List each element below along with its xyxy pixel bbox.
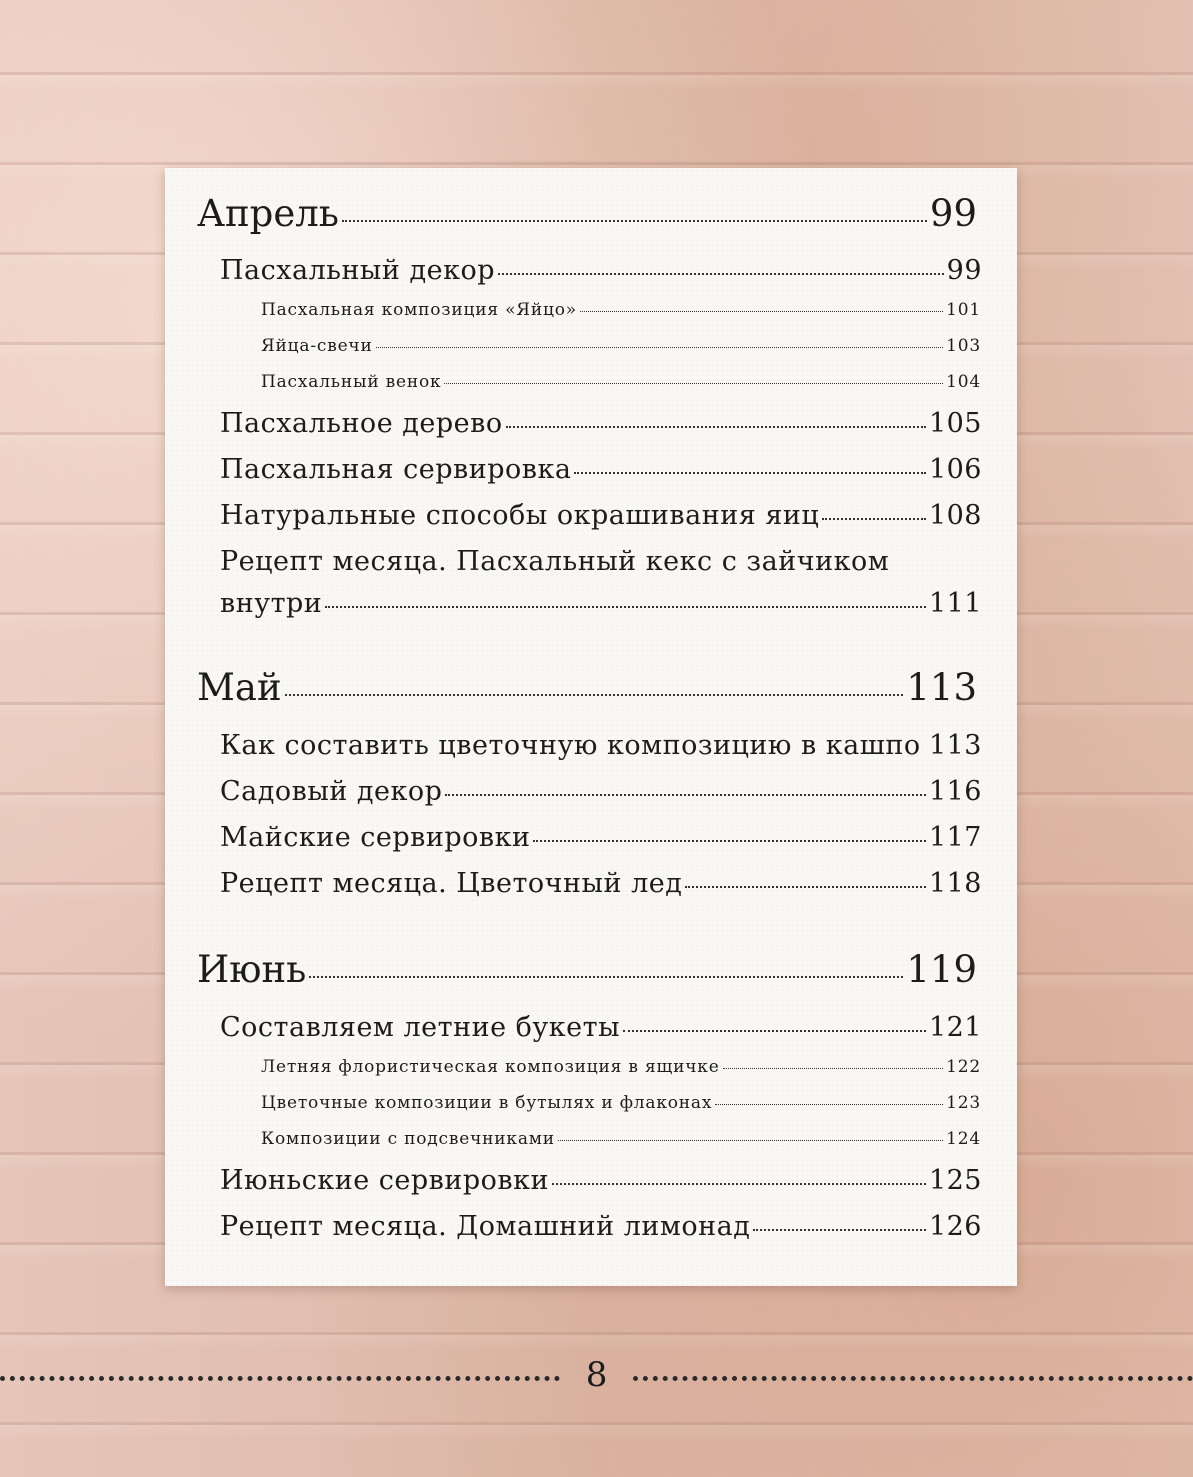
toc-page: 121: [928, 1012, 982, 1043]
toc-leader: [376, 346, 944, 348]
toc-title: Май: [197, 666, 282, 709]
toc-section-may[interactable]: [197, 666, 977, 709]
page-footer: [0, 1355, 1193, 1395]
toc-page: 106: [928, 454, 982, 485]
toc-page: 99: [946, 255, 982, 286]
toc-page: 113: [928, 730, 982, 761]
toc-title: Как составить цветочную композицию в кашпо: [220, 730, 921, 761]
toc-leader: [685, 885, 926, 888]
toc-page: 117: [928, 822, 982, 853]
toc-leader: [533, 839, 925, 842]
toc-leader: [580, 310, 943, 312]
toc-page: 99: [929, 192, 977, 235]
toc-title: Пасхальный венок: [261, 372, 442, 392]
toc-section-april[interactable]: [197, 192, 977, 235]
toc-leader: [623, 1029, 926, 1032]
toc-title: Рецепт месяца. Цветочный лед: [220, 868, 683, 899]
toc-subitem[interactable]: [261, 1057, 981, 1077]
toc-page: 125: [928, 1165, 982, 1196]
toc-item[interactable]: [220, 408, 982, 439]
toc-leader: [558, 1139, 943, 1141]
toc-leader: [552, 1182, 926, 1185]
toc-item[interactable]: [220, 1211, 982, 1242]
toc-page: 119: [906, 948, 977, 991]
toc-title: внутри: [220, 588, 323, 619]
toc-item[interactable]: [220, 454, 982, 485]
toc-page: 116: [928, 776, 982, 807]
toc-leader: [723, 1067, 944, 1069]
toc-title: Летняя флористическая композиция в ящичке: [261, 1057, 720, 1077]
toc-leader: [715, 1103, 943, 1105]
toc-title: Яйца-свечи: [261, 336, 373, 356]
toc-subitem[interactable]: [261, 336, 981, 356]
toc-page: 104: [946, 372, 981, 392]
toc-page: 101: [946, 300, 981, 320]
toc-title: Натуральные способы окрашивания яиц: [220, 500, 820, 531]
toc-item-first-line[interactable]: Рецепт месяца. Пасхальный кекс с зайчиком: [220, 546, 890, 577]
toc-leader: [445, 793, 926, 796]
toc-leader: [753, 1228, 926, 1231]
toc-item[interactable]: [220, 868, 982, 899]
toc-leader: [498, 272, 944, 275]
toc-title: Пасхальный декор: [220, 255, 496, 286]
toc-page: 124: [946, 1129, 981, 1149]
toc-leader: [309, 975, 903, 978]
toc-section-june[interactable]: [197, 948, 977, 991]
toc-title: Рецепт месяца. Домашний лимонад: [220, 1211, 751, 1242]
toc-title: Пасхальная композиция «Яйцо»: [261, 300, 577, 320]
toc-leader: [574, 471, 926, 474]
toc-item[interactable]: [220, 1165, 982, 1196]
toc-page: 103: [946, 336, 981, 356]
toc-page: 126: [928, 1211, 982, 1242]
toc-title: Июнь: [197, 948, 307, 991]
toc-page: 111: [928, 588, 982, 619]
toc-leader: [285, 693, 904, 696]
toc-page: 108: [928, 500, 982, 531]
toc-title: Цветочные композиции в бутылях и флаконах: [261, 1093, 713, 1113]
toc-title: Апрель: [197, 192, 339, 235]
toc-leader: [924, 747, 926, 750]
toc-title: Садовый декор: [220, 776, 443, 807]
toc-subitem[interactable]: [261, 1093, 981, 1113]
toc-title: Пасхальное дерево: [220, 408, 503, 439]
toc-page: 105: [928, 408, 982, 439]
toc-title: Составляем летние букеты: [220, 1012, 621, 1043]
page-number: 8: [585, 1355, 608, 1395]
toc-title: Пасхальная сервировка: [220, 454, 572, 485]
toc-leader: [342, 219, 927, 222]
footer-dotted-rule-right: [633, 1375, 1193, 1381]
toc-page: 123: [946, 1093, 981, 1113]
toc-item[interactable]: [220, 500, 982, 531]
toc-leader: [444, 382, 943, 384]
toc-subitem[interactable]: [261, 1129, 981, 1149]
toc-leader: [822, 517, 926, 520]
toc-leader: [325, 605, 926, 608]
toc-title: Майские сервировки: [220, 822, 531, 853]
toc-item[interactable]: [220, 730, 982, 761]
toc-page: 113: [906, 666, 977, 709]
toc-leader: [506, 425, 926, 428]
toc-title: Июньские сервировки: [220, 1165, 549, 1196]
toc-subitem[interactable]: [261, 300, 981, 320]
toc-item[interactable]: [220, 588, 982, 619]
toc-page: 122: [946, 1057, 981, 1077]
footer-dotted-rule-left: [0, 1375, 560, 1381]
toc-page: 118: [928, 868, 982, 899]
toc-item[interactable]: [220, 822, 982, 853]
toc-subitem[interactable]: [261, 372, 981, 392]
toc-item[interactable]: [220, 255, 982, 286]
toc-item[interactable]: [220, 776, 982, 807]
toc-item[interactable]: [220, 1012, 982, 1043]
toc-title: Композиции с подсвечниками: [261, 1129, 555, 1149]
